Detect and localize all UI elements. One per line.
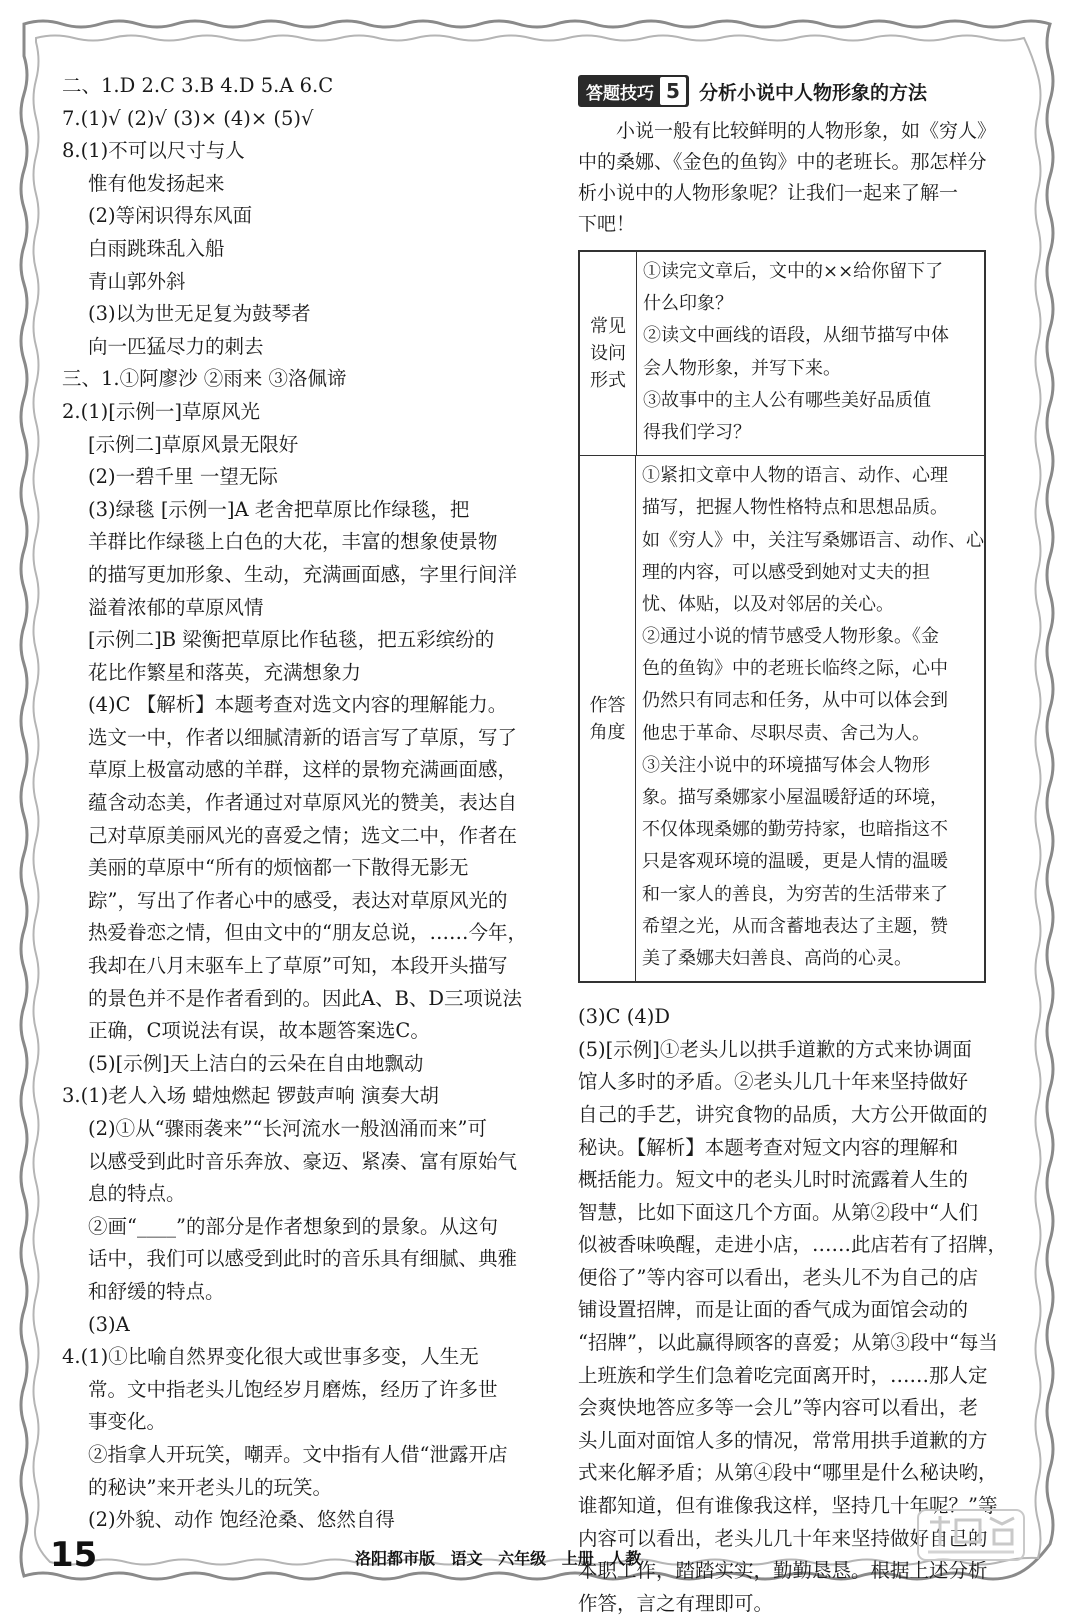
answer-line: 2.(1)[示例一]草原风光 [62, 399, 260, 423]
answer-line: 秘诀。【解析】本题考查对短文内容的理解和 [578, 1135, 959, 1159]
answer-line: 本职工作，踏踏实实，勤勤恳恳。根据上述分析 [578, 1559, 988, 1583]
tip-intro-line: 小说一般有比较鲜明的人物形象，如《穷人》 [616, 120, 997, 142]
tip-row-content [637, 252, 984, 455]
tip-content-line: 仍然只有同志和任务，从中可以体会到 [642, 690, 948, 712]
answer-line: 美丽的草原中“所有的烦恼都一下散得无影无 [88, 856, 469, 880]
answer-line: 向一匹猛尽力的刺去 [88, 334, 264, 358]
answer-line: (3)A [88, 1312, 130, 1336]
answer-line: 会爽快地答应多等一会儿”等内容可以看出，老 [578, 1396, 978, 1420]
tip-content-line: ①读完文章后，文中的××给你留下了 [643, 261, 944, 282]
tip-badge-label: 答题技巧 [586, 83, 654, 104]
tip-content-line: 色的鱼钩》中的老班长临终之际，心中 [642, 658, 948, 680]
answer-line: ②画“____”的部分是作者想象到的景象。从这句 [88, 1214, 498, 1238]
answers-left-column [62, 70, 540, 1537]
tip-content-line: 忧、体贴，以及对邻居的关心。 [642, 593, 894, 615]
answer-line: 自己的手艺，讲究食物的品质，大方公开做面的 [578, 1102, 988, 1126]
tip-content-line: ①紧扣文章中人物的语言、动作、心理 [642, 465, 948, 487]
tip-content-line: 他忠于革命、尽职尽责、舍己为人。 [642, 722, 930, 744]
answer-line: 作答，言之有理即可。 [578, 1591, 774, 1615]
answer-line: ②指拿人开玩笑，嘲弄。文中指有人借“泄露开店 [88, 1442, 508, 1466]
tip-content-line: 会人物形象，并写下来。 [643, 357, 841, 379]
tip-title: 分析小说中人物形象的方法 [699, 81, 928, 104]
answer-line: 常。文中指老头儿饱经岁月磨炼，经历了许多世 [88, 1377, 498, 1401]
answer-line: 我却在八月末驱车上了草原”可知，本段开头描写 [88, 954, 508, 978]
answer-line: 谁都知道，但有谁像我这样，坚持几十年呢？”等 [578, 1494, 998, 1518]
tip-content-line: ③关注小说中的环境描写体会人物形 [642, 754, 930, 776]
answer-line: 息的特点。 [88, 1182, 186, 1206]
tip-content-line: ②通过小说的情节感受人物形象。《金 [642, 626, 939, 648]
answer-line: 蕴含动态美，作者通过对草原风光的赞美，表达自 [88, 791, 518, 815]
footer-edition: 洛阳都市版 语文 六年级 上册 人教 [355, 1549, 642, 1568]
answers-right-column [578, 70, 1020, 1620]
answer-line: (2)等闲识得东风面 [88, 204, 253, 228]
answer-line: (3)C (4)D [578, 1005, 670, 1029]
tip-row-label-text: 作答角度 [589, 694, 626, 743]
tip-content-line: 如《穷人》中，关注写桑娜语言、动作、心 [642, 529, 984, 551]
answer-line: 三、1.①阿廖沙 ②雨来 ③洛佩谛 [62, 367, 347, 391]
tip-intro-line: 析小说中的人物形象呢？让我们一起来了解一 [578, 182, 959, 204]
answer-line: 的秘诀”来开老头儿的玩笑。 [88, 1475, 332, 1499]
answer-line: 白雨跳珠乱入船 [88, 236, 225, 260]
tip-content-line: 象。描写桑娜家小屋温暖舒适的环境， [642, 787, 948, 808]
tip-badge [578, 75, 689, 107]
tip-row-label [580, 456, 636, 981]
tip-intro-line: 下吧！ [578, 213, 636, 235]
answer-line: 内容可以看出，老头儿几十年来坚持做好自己的 [578, 1526, 988, 1550]
answer-line: (3)绿毯 [示例一]A 老舍把草原比作绿毯，把 [88, 497, 470, 521]
answer-line: [示例二]B 梁衡把草原比作毡毯，把五彩缤纷的 [88, 628, 495, 652]
answer-line: 式来化解矛盾；从第④段中“哪里是什么秘诀哟， [578, 1461, 998, 1485]
tip-row-label-text: 常见设问形式 [590, 316, 626, 392]
answer-line: (4)C 【解析】本题考查对选文内容的理解能力。 [88, 693, 508, 717]
tip-row-content [636, 456, 984, 981]
answer-line: 选文一中，作者以细腻清新的语言写了草原，写了 [88, 725, 518, 749]
answer-line: (2)一碧千里 一望无际 [88, 465, 278, 489]
page-number: 15 [50, 1535, 98, 1575]
tip-content-line: 得我们学习？ [643, 421, 751, 443]
answer-line: 己对草原美丽风光的喜爱之情；选文二中，作者在 [88, 823, 518, 847]
tip-content-line: 只是客观环境的温暖，更是人情的温暖 [642, 851, 948, 873]
tip-content-line: 描写，把握人物性格特点和思想品质。 [642, 497, 948, 519]
watermark-logo [916, 1508, 1026, 1562]
tip-content-line: ③故事中的主人公有哪些美好品质值 [643, 389, 931, 411]
answer-line: 溢着浓郁的草原风情 [88, 595, 264, 619]
answer-line: 7.(1)√ (2)√ (3)× (4)× (5)√ [62, 106, 314, 130]
answer-line: (2)①从“骤雨袭来”“长河流水一般汹涌而来”可 [88, 1117, 487, 1140]
tip-row-label [580, 252, 637, 455]
answer-line: 正确，C项说法有误，故本题答案选C。 [88, 1019, 430, 1043]
answer-line: 草原上极富动感的羊群，这样的景物充满画面感， [88, 758, 518, 782]
answer-line: 以感受到此时音乐奔放、豪迈、紧凑、富有原始气 [88, 1149, 518, 1173]
answer-line: 羊群比作绿毯上白色的大花，丰富的想象使景物 [88, 530, 498, 554]
answer-line: 的景色并不是作者看到的。因此A、B、D三项说法 [88, 986, 523, 1010]
answer-line: 的描写更加形象、生动，充满画面感，字里行间洋 [88, 562, 518, 586]
answer-line: 似被香味唤醒，走进小店，……此店若有了招牌， [578, 1233, 1008, 1257]
answer-line: 踪”，写出了作者心中的感受，表达对草原风光的 [88, 888, 508, 912]
answer-line: 和舒缓的特点。 [88, 1279, 225, 1303]
answer-line: 话中，我们可以感受到此时的音乐具有细腻、典雅 [88, 1247, 518, 1271]
answer-line: 8.(1)不可以尺寸与人 [62, 139, 245, 163]
tip-content-line: 不仅体现桑娜的勤劳持家，也暗指这不 [642, 819, 948, 841]
answer-line: (5)[示例]①老头儿以拱手道歉的方式来协调面 [578, 1037, 972, 1061]
tip-content-line: 希望之光，从而含蓄地表达了主题，赞 [642, 915, 948, 937]
tip-table-row [580, 252, 984, 456]
answer-line: 事变化。 [88, 1410, 167, 1434]
answer-line: 头儿面对面馆人多的情况，常常用拱手道歉的方 [578, 1428, 988, 1452]
answer-line: 惟有他发扬起来 [88, 171, 225, 195]
tip-content-line: 和一家人的善良，为穷苦的生活带来了 [642, 883, 948, 905]
answer-line: 馆人多时的矛盾。②老头儿几十年来坚持做好 [578, 1070, 969, 1094]
answer-line: 概括能力。短文中的老头儿时时流露着人生的 [578, 1168, 969, 1192]
tip-number: 5 [660, 77, 686, 105]
tip-content-line: 美了桑娜夫妇善良、高尚的心灵。 [642, 947, 912, 969]
tip-table-row [580, 456, 984, 981]
answer-line: 3.(1)老人入场 蜡烛燃起 锣鼓声响 演奏大胡 [62, 1084, 439, 1108]
answer-line: 二、1.D 2.C 3.B 4.D 5.A 6.C [62, 74, 334, 97]
answer-line: 铺设置招牌，而是让面的香气成为面馆会动的 [578, 1298, 969, 1322]
tip-content-line: ②读文中画线的语段，从细节描写中体 [643, 325, 949, 347]
answer-line: 便俗了”等内容可以看出，老头儿不为自己的店 [578, 1265, 978, 1289]
tip-intro [578, 116, 1020, 240]
answer-line: (2)外貌、动作 饱经沧桑、悠然自得 [88, 1508, 395, 1532]
answer-line: 智慧，比如下面这几个方面。从第②段中“人们 [578, 1200, 978, 1224]
answer-line: (3)以为世无足复为鼓琴者 [88, 302, 311, 326]
answer-line: 4.(1)①比喻自然界变化很大或世事多变，人生无 [62, 1345, 479, 1369]
answer-line: “招牌”，以此赢得顾客的喜爱；从第③段中“每当 [578, 1331, 998, 1355]
answer-line: 热爱眷恋之情，但由文中的“朋友总说，……今年， [88, 921, 527, 945]
tip-table [578, 250, 986, 983]
answer-line: [示例二]草原风景无限好 [88, 432, 299, 456]
answer-line: 花比作繁星和落英，充满想象力 [88, 660, 362, 684]
tip-content-line: 理的内容，可以感受到她对丈夫的担 [642, 561, 930, 583]
answer-line: (5)[示例]天上洁白的云朵在自由地飘动 [88, 1051, 424, 1075]
tip-intro-line: 中的桑娜、《金色的鱼钩》中的老班长。那怎样分 [578, 151, 987, 173]
tip-content-line: 什么印象？ [643, 293, 733, 315]
answer-line: 青山郭外斜 [88, 269, 186, 293]
tip-header [578, 70, 1020, 112]
answer-line: 上班族和学生们急着吃完面离开时，……那人定 [578, 1363, 988, 1387]
